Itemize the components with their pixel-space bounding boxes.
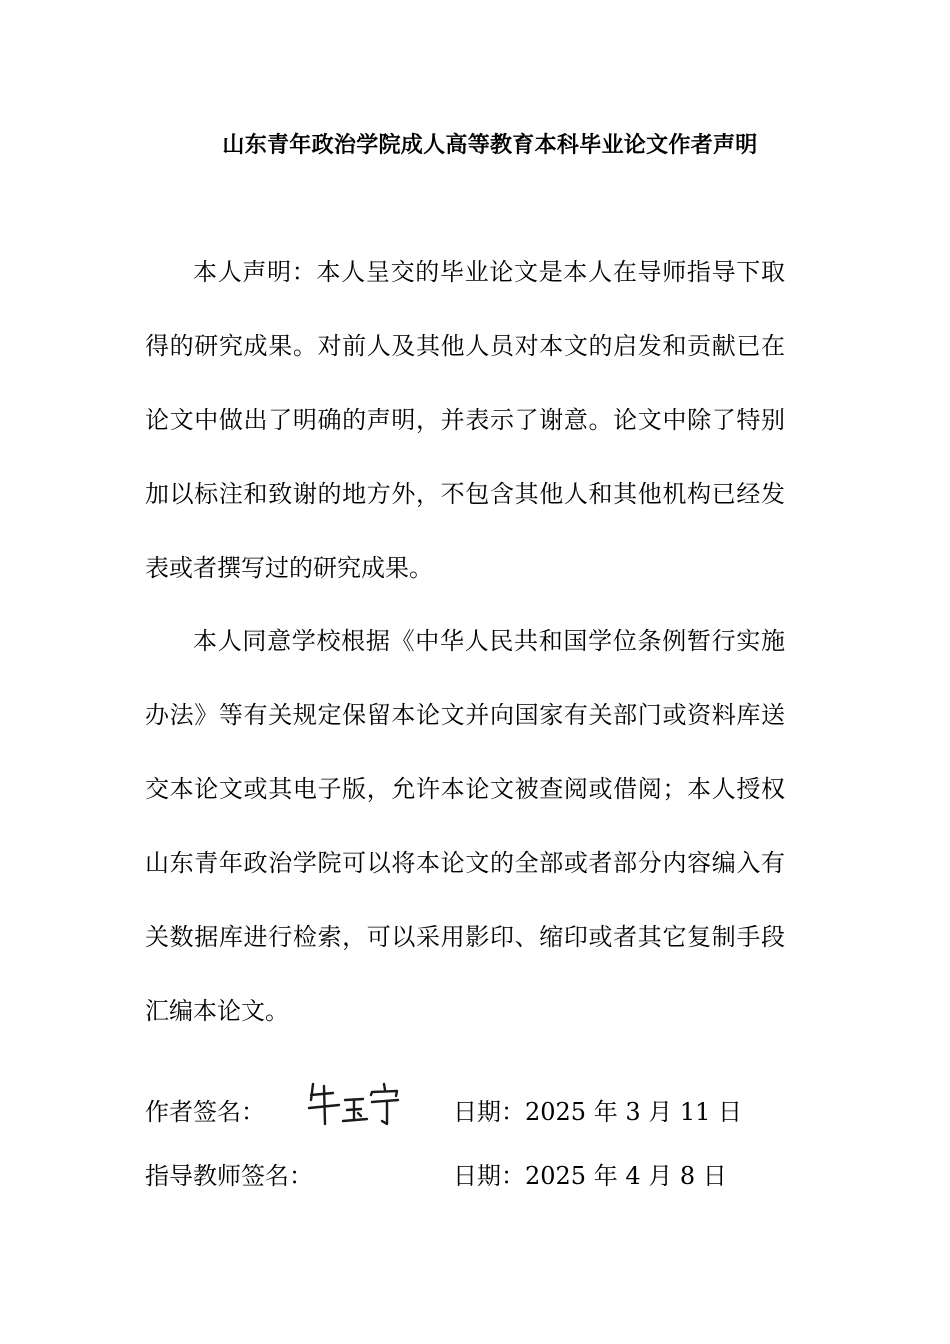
advisor-signature-label: 指导教师签名：	[145, 1162, 313, 1190]
handwritten-signature	[305, 1078, 405, 1134]
paragraph-text: 本人声明：本人呈交的毕业论文是本人在导师指导下取得的研究成果。对前人及其他人员对本文的启发和贡献已在论文中做出了明确的声明，并表示了谢意。论文中除了特别加以标注和致谢的地方外，不包含其他人和其他机构已经发表或者撰写过的研究成果。	[145, 258, 785, 582]
author-signature-label: 作者签名：	[145, 1098, 265, 1126]
advisor-signature-date: 日期：2025 年 4 月 8 日	[453, 1162, 727, 1190]
paragraph-text: 本人同意学校根据《中华人民共和国学位条例暂行实施办法》等有关规定保留本论文并向国家有关部门或资料库送交本论文或其电子版，允许本论文被查阅或借阅；本人授权山东青年政治学院可以将本论文的全部或者部分内容编入有关数据库进行检索，可以采用影印、缩印或者其它复制手段汇编本论文。	[145, 627, 785, 1025]
advisor-signature-row	[145, 1156, 785, 1196]
author-signature-row	[145, 1092, 785, 1132]
page-title: 山东青年政治学院成人高等教育本科毕业论文作者声明	[222, 133, 758, 158]
author-signature-date: 日期：2025 年 3 月 11 日	[453, 1098, 743, 1126]
declaration-paragraph-2	[145, 604, 785, 1048]
declaration-paragraph-1	[145, 235, 785, 605]
